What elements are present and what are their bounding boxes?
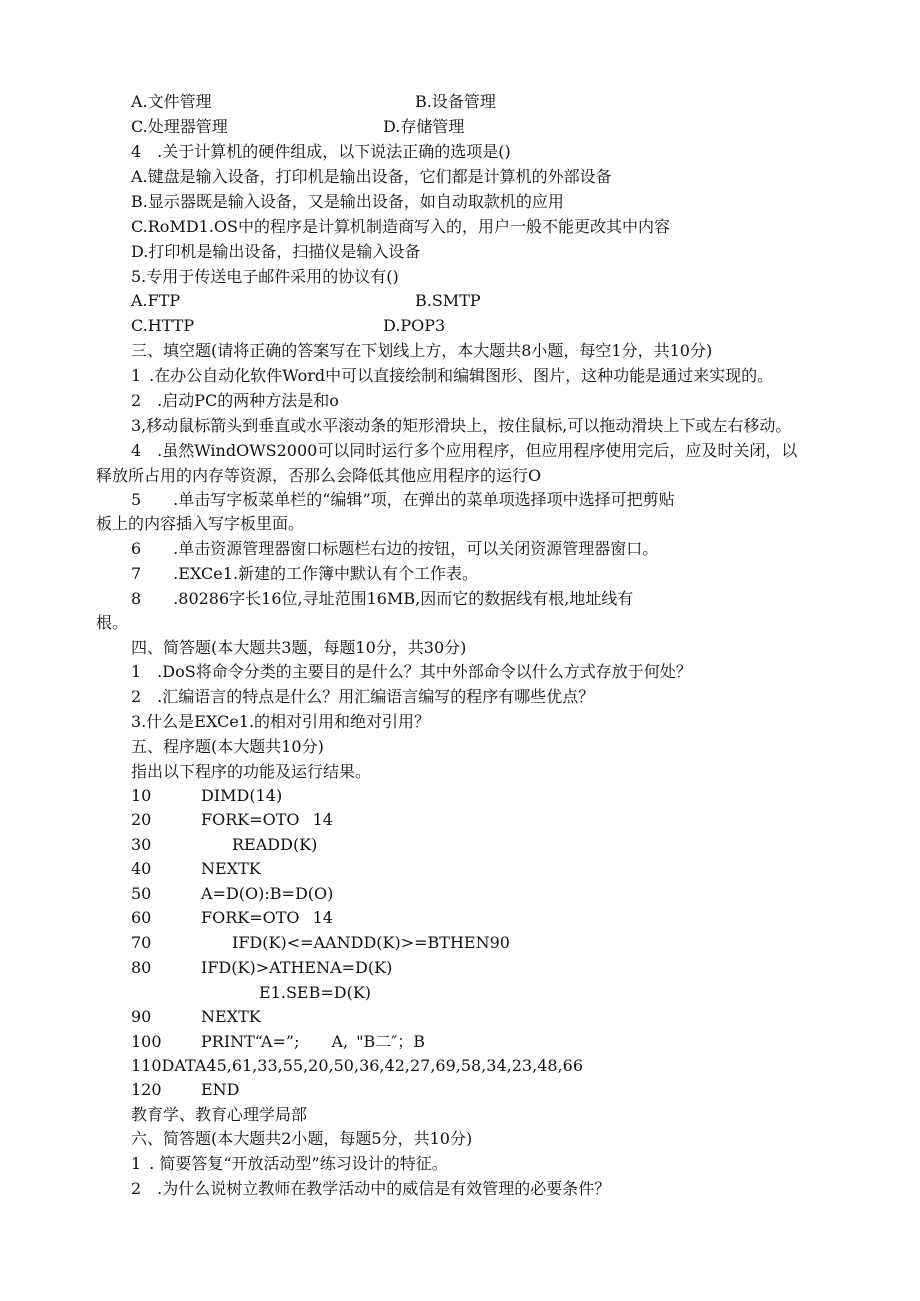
section-3-heading: 三、填空题(请将正确的答案写在下划线上方，本大题共8小题，每空1分，共10分) [131,341,713,360]
code-line-text: FORK=OTO 14 [201,908,333,927]
short-question-2: 2 .汇编语言的特点是什么？用汇编语言编写的程序有哪些优点？ [131,687,595,706]
fill-question-8-cont: 根。 [96,613,129,632]
q5-option-b: B.SMTP [415,291,481,310]
code-line-number: 60 [131,908,152,927]
code-line-text: IFD(K)<=AANDD(K)>=BTHEN90 [232,933,510,952]
code-line-number: 80 [131,958,152,977]
edu-question-2: 2 .为什么说树立教师在教学活动中的威信是有效管理的必要条件？ [131,1179,611,1198]
q4-option-c: C.RoMD1.OS中的程序是计算机制造商写入的，用户一般不能更改其中内容 [131,217,670,236]
program-instruction: 指出以下程序的功能及运行结果。 [131,762,372,781]
fill-question-1: 1 .在办公自动化软件Word中可以直接绘制和编辑图形、图片，这种功能是通过来实现的。 [131,366,774,385]
code-line-text: A=D(O):B=D(O) [201,884,334,903]
code-line-number: 40 [131,859,152,878]
edu-question-1: 1 . 简要答复“开放活动型”练习设计的特征。 [131,1154,448,1173]
code-line-text: IFD(K)>ATHENA=D(K) [201,958,393,977]
fill-question-2: 2 .启动PC的两种方法是和o [131,391,339,410]
question-5: 5.专用于传送电子邮件采用的协议有() [131,267,399,286]
q4-option-d: D.打印机是输出设备，扫描仪是输入设备 [131,242,421,261]
fill-question-7: 7 .EXCe1.新建的工作簿中默认有个工作表。 [131,564,479,583]
code-line-text: E1.SEB=D(K) [259,983,372,1002]
code-line-text: NEXTK [201,859,261,878]
q4-option-a: A.键盘是输入设备，打印机是输出设备，它们都是计算机的外部设备 [131,167,612,186]
fill-question-6: 6 .单击资源管理器窗口标题栏右边的按钮，可以关闭资源管理器窗口。 [131,539,659,558]
q5-option-d: D.POP3 [383,316,446,335]
fill-question-5: 5 .单击写字板菜单栏的“编辑”项，在弹出的菜单项选择项中选择可把剪贴 [131,490,675,509]
option-d-storage-mgmt: D.存储管理 [383,117,465,136]
code-line-text: END [201,1080,240,1099]
code-line-number: 120 [131,1080,162,1099]
fill-question-3: 3,移动鼠标箭头到垂直或水平滚动条的矩形滑块上，按住鼠标,可以拖动滑块上下或左右移动。 [131,416,792,435]
option-a-file-mgmt: A.文件管理 [131,92,212,111]
q5-option-c: C.HTTP [131,316,195,335]
question-4: 4 .关于计算机的硬件组成，以下说法正确的选项是() [131,142,511,161]
section-4-heading: 四、简答题(本大题共3题，每题10分，共30分) [131,638,467,657]
code-line-number: 100 [131,1032,162,1051]
code-line-number: 10 [131,786,152,805]
q4-option-b: B.显示器既是输入设备，又是输出设备，如自动取款机的应用 [131,192,564,211]
part-title-education: 教育学、教育心理学局部 [131,1105,308,1124]
option-b-device-mgmt: B.设备管理 [415,92,496,111]
code-data-line: 110DATA45,61,33,55,20,50,36,42,27,69,58,34,23,48,66 [131,1056,583,1075]
code-line-number: 90 [131,1007,152,1026]
code-line-number: 20 [131,810,152,829]
code-line-text: FORK=OTO 14 [201,810,333,829]
option-c-processor-mgmt: C.处理器管理 [131,117,228,136]
section-5-heading: 五、程序题(本大题共10分) [131,737,324,756]
code-line-text: NEXTK [201,1007,261,1026]
fill-question-4-cont: 释放所占用的内存等资源，否那么会降低其他应用程序的运行O [96,466,542,485]
code-line-text: DIMD(14) [201,786,283,805]
short-question-3: 3.什么是EXCe1.的相对引用和绝对引用？ [131,712,431,731]
short-question-1: 1 .DoS将命令分类的主要目的是什么？其中外部命令以什么方式存放于何处？ [131,662,692,681]
code-line-number: 30 [131,835,152,854]
code-line-text: READD(K) [232,835,318,854]
section-6-heading: 六、简答题(本大题共2小题，每题5分，共10分) [131,1129,473,1148]
code-line-number: 50 [131,884,152,903]
code-line-text: PRINT“A=”; A, "B二″；B [201,1032,425,1051]
code-line-number: 70 [131,933,152,952]
q5-option-a: A.FTP [131,291,181,310]
fill-question-5-cont: 板上的内容插入写字板里面。 [96,514,305,533]
fill-question-8: 8 .80286字长16位,寻址范围16MB,因而它的数据线有根,地址线有 [131,589,634,608]
fill-question-4: 4 .虽然WindOWS2000可以同时运行多个应用程序，但应用程序使用完后，应及时关闭，以 [131,441,798,460]
